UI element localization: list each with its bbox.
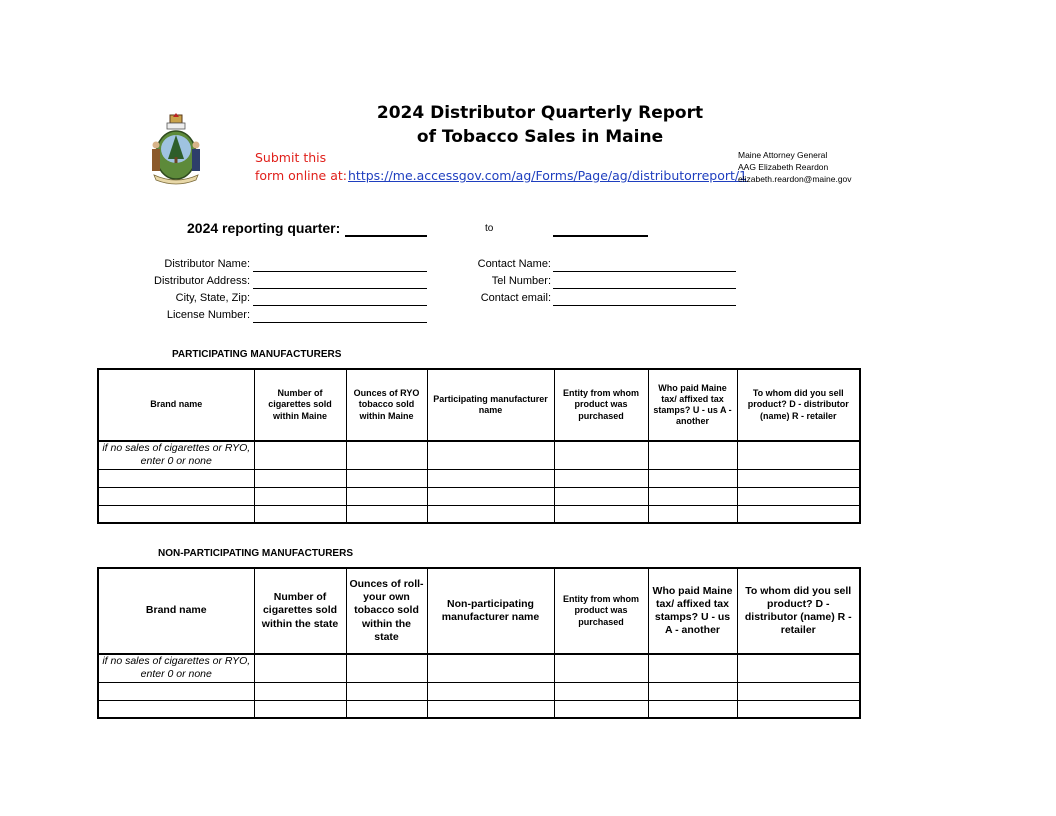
city-state-zip-label: City, State, Zip: bbox=[175, 292, 250, 304]
table-cell[interactable] bbox=[98, 469, 254, 487]
pm-header-brand: Brand name bbox=[98, 369, 254, 441]
pm-header-manufacturer: Participating manufacturer name bbox=[427, 369, 554, 441]
table-cell[interactable] bbox=[254, 487, 346, 505]
participating-manufacturers-table bbox=[97, 368, 861, 524]
table-row bbox=[98, 505, 860, 523]
npm-header-manufacturer: Non-participating manufacturer name bbox=[427, 568, 554, 654]
npm-header-entity: Entity from whom product was purchased bbox=[554, 568, 648, 654]
report-title-line2: of Tobacco Sales in Maine bbox=[416, 127, 664, 147]
table-cell[interactable] bbox=[346, 487, 427, 505]
npm-header-tax-paid: Who paid Maine tax/ affixed tax stamps? U - us A - another bbox=[648, 568, 737, 654]
table-cell[interactable] bbox=[98, 505, 254, 523]
table-cell[interactable] bbox=[427, 682, 554, 700]
distributor-address-label: Distributor Address: bbox=[154, 275, 250, 287]
table-cell[interactable] bbox=[554, 469, 648, 487]
table-cell[interactable] bbox=[554, 487, 648, 505]
table-cell[interactable] bbox=[346, 682, 427, 700]
tel-number-field[interactable] bbox=[553, 288, 736, 289]
report-title-line1: 2024 Distributor Quarterly Report bbox=[376, 103, 704, 123]
submit-online-link[interactable]: https://me.accessgov.com/ag/Forms/Page/ag/distributorreport/1 bbox=[348, 168, 748, 183]
table-cell[interactable] bbox=[737, 700, 860, 718]
table-cell[interactable] bbox=[254, 682, 346, 700]
table-cell[interactable] bbox=[427, 487, 554, 505]
contact-email-field[interactable] bbox=[553, 305, 736, 306]
pm-header-tax-paid: Who paid Maine tax/ affixed tax stamps? U - us A - another bbox=[648, 369, 737, 441]
pm-header-cigarettes: Number of cigarettes sold within Maine bbox=[254, 369, 346, 441]
table-cell[interactable] bbox=[737, 487, 860, 505]
pm-no-sales-note: if no sales of cigarettes or RYO, enter 0 or none bbox=[98, 441, 254, 469]
table-cell[interactable] bbox=[254, 469, 346, 487]
distributor-name-label: Distributor Name: bbox=[164, 258, 250, 270]
table-cell[interactable] bbox=[554, 505, 648, 523]
contact-name-label: Contact Name: bbox=[477, 258, 551, 270]
table-cell[interactable] bbox=[648, 505, 737, 523]
table-cell[interactable] bbox=[648, 682, 737, 700]
table-cell[interactable] bbox=[648, 441, 737, 469]
table-cell[interactable] bbox=[554, 700, 648, 718]
npm-no-sales-note: if no sales of cigarettes or RYO, enter 0 or none bbox=[98, 654, 254, 682]
table-cell[interactable] bbox=[98, 682, 254, 700]
contact-name: AAG Elizabeth Reardon bbox=[738, 162, 829, 172]
table-row bbox=[98, 441, 860, 469]
license-number-label: License Number: bbox=[166, 309, 250, 321]
submit-label-line1: Submit this bbox=[255, 150, 327, 165]
table-cell[interactable] bbox=[346, 505, 427, 523]
table-cell[interactable] bbox=[254, 654, 346, 682]
contact-office: Maine Attorney General bbox=[738, 150, 828, 160]
reporting-quarter-start-field[interactable] bbox=[345, 235, 427, 237]
table-cell[interactable] bbox=[427, 654, 554, 682]
contact-email-label: Contact email: bbox=[480, 292, 551, 304]
table-cell[interactable] bbox=[648, 654, 737, 682]
pm-header-entity: Entity from whom product was purchased bbox=[554, 369, 648, 441]
table-cell[interactable] bbox=[98, 487, 254, 505]
distributor-address-field[interactable] bbox=[253, 288, 427, 289]
table-cell[interactable] bbox=[427, 469, 554, 487]
table-cell[interactable] bbox=[554, 682, 648, 700]
npm-header-brand: Brand name bbox=[98, 568, 254, 654]
pm-header-ryo-ounces: Ounces of RYO tobacco sold within Maine bbox=[346, 369, 427, 441]
npm-header-ryo-ounces: Ounces of roll-your own tobacco sold within the state bbox=[346, 568, 427, 654]
participating-manufacturers-heading: PARTICIPATING MANUFACTURERS bbox=[172, 349, 342, 360]
table-row bbox=[98, 487, 860, 505]
table-cell[interactable] bbox=[737, 505, 860, 523]
table-cell[interactable] bbox=[737, 682, 860, 700]
contact-email: elizabeth.reardon@maine.gov bbox=[738, 174, 852, 184]
table-cell[interactable] bbox=[346, 654, 427, 682]
table-cell[interactable] bbox=[554, 654, 648, 682]
table-cell[interactable] bbox=[554, 441, 648, 469]
city-state-zip-field[interactable] bbox=[253, 305, 427, 306]
table-cell[interactable] bbox=[346, 469, 427, 487]
table-cell[interactable] bbox=[737, 441, 860, 469]
table-cell[interactable] bbox=[254, 700, 346, 718]
table-cell[interactable] bbox=[254, 441, 346, 469]
reporting-quarter-to-label: to bbox=[485, 223, 494, 234]
npm-header-cigarettes: Number of cigarettes sold within the state bbox=[254, 568, 346, 654]
table-cell[interactable] bbox=[346, 441, 427, 469]
table-cell[interactable] bbox=[254, 505, 346, 523]
maine-state-seal bbox=[146, 113, 206, 185]
table-cell[interactable] bbox=[648, 469, 737, 487]
submit-label-line2: form online at: bbox=[255, 168, 347, 183]
reporting-quarter-label: 2024 reporting quarter: bbox=[187, 220, 341, 236]
table-cell[interactable] bbox=[346, 700, 427, 718]
license-number-field[interactable] bbox=[253, 322, 427, 323]
table-cell[interactable] bbox=[648, 700, 737, 718]
table-row bbox=[98, 682, 860, 700]
pm-header-sold-to: To whom did you sell product? D - distributor (name) R - retailer bbox=[737, 369, 860, 441]
table-cell[interactable] bbox=[427, 700, 554, 718]
table-cell[interactable] bbox=[737, 469, 860, 487]
npm-header-sold-to: To whom did you sell product? D - distributor (name) R - retailer bbox=[737, 568, 860, 654]
table-cell[interactable] bbox=[737, 654, 860, 682]
table-row bbox=[98, 700, 860, 718]
non-participating-manufacturers-heading: NON-PARTICIPATING MANUFACTURERS bbox=[158, 548, 353, 559]
reporting-quarter-end-field[interactable] bbox=[553, 235, 648, 237]
table-cell[interactable] bbox=[98, 700, 254, 718]
table-cell[interactable] bbox=[427, 505, 554, 523]
table-cell[interactable] bbox=[427, 441, 554, 469]
tel-number-label: Tel Number: bbox=[491, 275, 551, 287]
table-cell[interactable] bbox=[648, 487, 737, 505]
contact-name-field[interactable] bbox=[553, 271, 736, 272]
non-participating-manufacturers-table bbox=[97, 567, 861, 719]
table-row bbox=[98, 654, 860, 682]
distributor-name-field[interactable] bbox=[253, 271, 427, 272]
table-row bbox=[98, 469, 860, 487]
